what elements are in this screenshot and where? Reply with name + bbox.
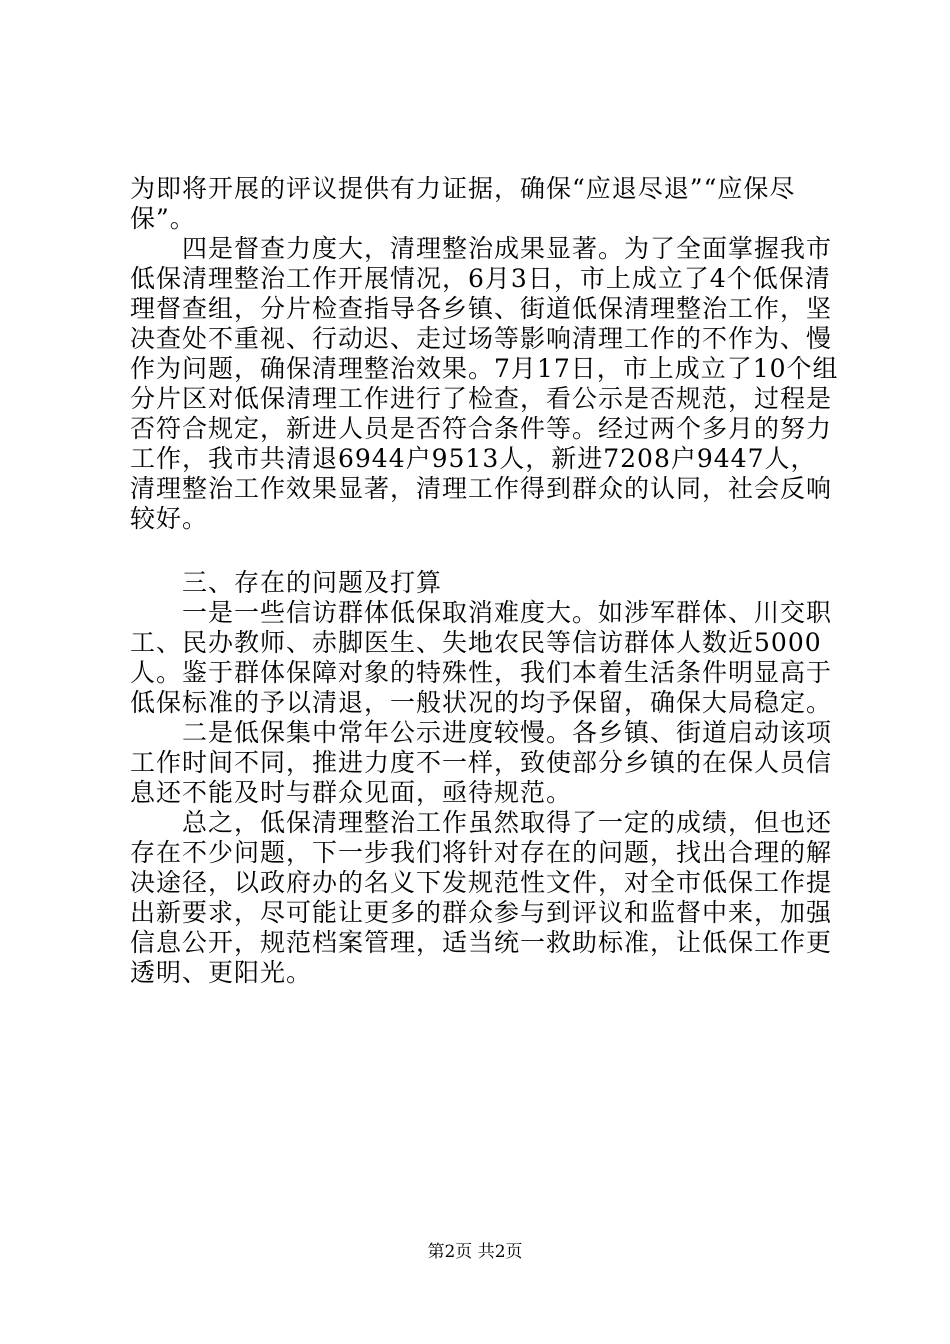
page-footer: 第2页 共2页 [427,1242,523,1262]
paragraph-issue-two: 二是低保集中常年公示进度较慢。各乡镇、街道启动该项工作时间不同，推进力度不一样，致使部分乡镇的在保人员信息还不能及时与群众见面，亟待规范。 [130,718,833,807]
paragraph-conclusion: 总之，低保清理整治工作虽然取得了一定的成绩，但也还存在不少问题，下一步我们将针对存在的问题，找出合理的解决途径，以政府办的名义下发规范性文件，对全市低保工作提出新要求，尽可能让更多的群众参与到评议和监督中来，加强信息公开，规范档案管理，适当统一救助标准，让低保工作更透明、更阳光。 [130,808,833,987]
document-body [130,174,842,988]
paragraph-issue-one: 一是一些信访群体低保取消难度大。如涉军群体、川交职工、民办教师、赤脚医生、失地农民等信访群体人数近5000人。鉴于群体保障对象的特殊性，我们本着生活条件明显高于低保标准的予以清退，一般状况的均予保留，确保大局稳定。 [130,598,833,717]
paragraph-supervision: 四是督查力度大，清理整治成果显著。为了全面掌握我市低保清理整治工作开展情况，6月3日，市上成立了4个低保清理督查组，分片检查指导各乡镇、街道低保清理整治工作，坚决查处不重视、行动迟、走过场等影响清理工作的不作为、慢作为问题，确保清理整治效果。7月17日，市上成立了10个组分片区对低保清理工作进行了检查，看公示是否规范，过程是否符合规定，新进人员是否符合条件等。经过两个多月的努力工作，我市共清退6944户9513人，新进7208户9447人，清理整治工作效果显著，清理工作得到群众的认同，社会反响较好。 [130,234,839,533]
paragraph-continuation: 为即将开展的评议提供有力证据，确保“应退尽退”“应保尽保”。 [130,174,796,233]
section-heading: 三、存在的问题及打算 [182,568,443,597]
